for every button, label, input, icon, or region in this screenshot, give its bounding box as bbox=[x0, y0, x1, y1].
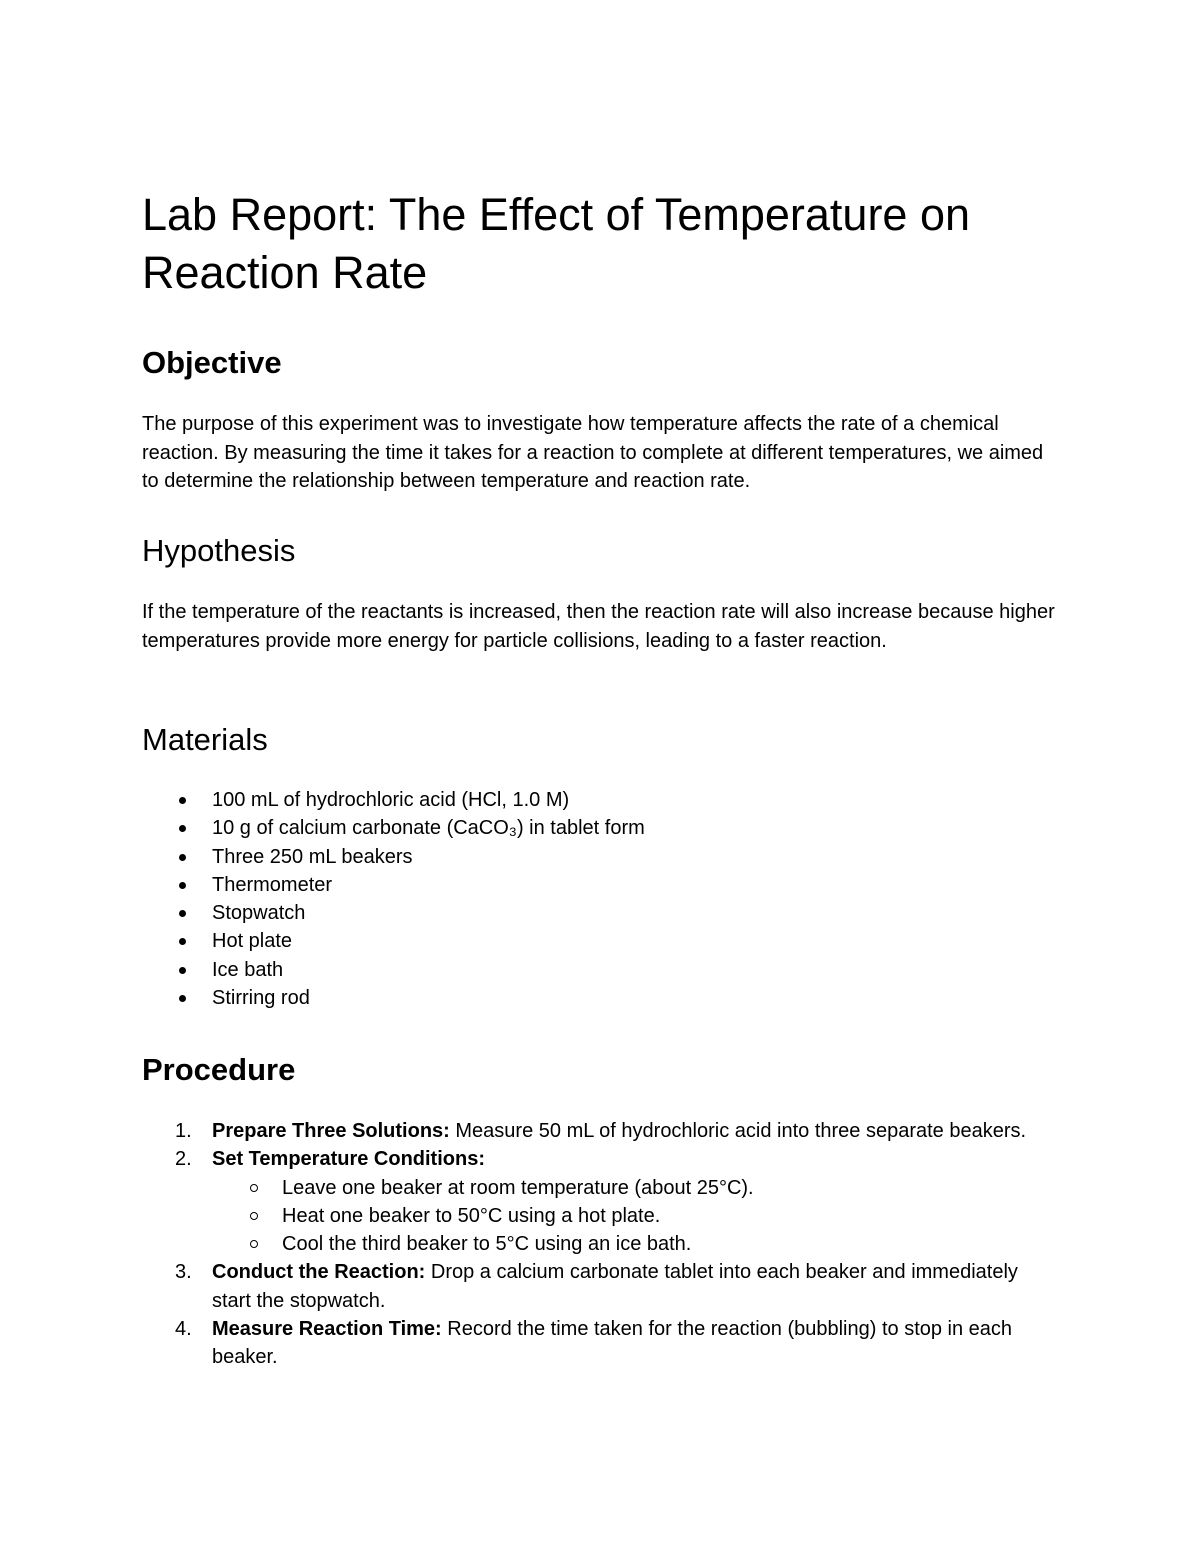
list-item bbox=[142, 956, 1062, 984]
hypothesis-section bbox=[142, 531, 1062, 655]
objective-section bbox=[142, 343, 1062, 496]
bullet-icon bbox=[179, 910, 186, 917]
hollow-bullet-icon bbox=[250, 1184, 258, 1192]
sub-item-text: Heat one beaker to 50°C using a hot plate. bbox=[282, 1204, 661, 1227]
bullet-icon bbox=[179, 882, 186, 889]
procedure-heading: Procedure bbox=[142, 1052, 296, 1087]
step-label: Prepare Three Solutions: bbox=[212, 1120, 450, 1142]
list-item-text: Stopwatch bbox=[212, 902, 306, 925]
document-page bbox=[142, 186, 1062, 302]
objective-text: The purpose of this experiment was to investigate how temperature affects the rate of a chemical reaction. By measuring the time it takes for a reaction to complete at different temperatures, we aimed to determine the relationship between temperature and reaction rate. bbox=[142, 413, 1044, 492]
bullet-icon bbox=[179, 825, 186, 832]
procedure-section bbox=[142, 1050, 1062, 1372]
bullet-icon bbox=[179, 854, 186, 861]
list-item bbox=[142, 814, 1062, 842]
hollow-bullet-icon bbox=[250, 1240, 258, 1248]
step-text: Drop a calcium carbonate tablet into each beaker and immediately start the stopwatch. bbox=[212, 1261, 1018, 1312]
step-text: Measure 50 mL of hydrochloric acid into three separate beakers. bbox=[449, 1120, 1027, 1142]
sub-item-text: Cool the third beaker to 5°C using an ice bath. bbox=[282, 1233, 692, 1256]
bullet-icon bbox=[179, 938, 186, 945]
bullet-icon bbox=[179, 967, 186, 974]
objective-heading: Objective bbox=[142, 345, 282, 380]
list-item-text: 100 mL of hydrochloric acid (HCl, 1.0 M) bbox=[212, 789, 570, 811]
procedure-step bbox=[142, 1117, 1062, 1145]
step-label: Set Temperature Conditions: bbox=[212, 1148, 485, 1171]
materials-list bbox=[142, 786, 1062, 1012]
step-label: Measure Reaction Time: bbox=[212, 1318, 442, 1341]
hollow-bullet-icon bbox=[250, 1212, 258, 1220]
procedure-step bbox=[142, 1315, 1062, 1372]
list-item bbox=[142, 871, 1062, 899]
materials-section bbox=[142, 720, 1062, 1012]
list-item-text: Ice bath bbox=[212, 958, 284, 981]
list-item bbox=[142, 843, 1062, 871]
procedure-step bbox=[142, 1145, 1062, 1258]
sub-item-text: Leave one beaker at room temperature (about 25°C). bbox=[282, 1176, 754, 1199]
hypothesis-text: If the temperature of the reactants is increased, then the reaction rate will also increase because higher temperatures provide more energy for particle collisions, leading to a faster reaction. bbox=[142, 601, 1055, 652]
hypothesis-heading: Hypothesis bbox=[142, 533, 296, 568]
step-number: 1. bbox=[175, 1120, 192, 1142]
step-number: 4. bbox=[175, 1318, 192, 1341]
list-item-text: Thermometer bbox=[212, 873, 333, 896]
list-item-text: Stirring rod bbox=[212, 987, 310, 1010]
materials-heading: Materials bbox=[142, 722, 268, 757]
sub-list-item bbox=[142, 1174, 1062, 1202]
list-item bbox=[142, 786, 1062, 814]
list-item bbox=[142, 899, 1062, 927]
step-label: Conduct the Reaction: bbox=[212, 1261, 426, 1284]
list-item bbox=[142, 927, 1062, 955]
list-item-text: Hot plate bbox=[212, 930, 293, 953]
list-item-text: Three 250 mL beakers bbox=[212, 845, 413, 868]
list-item-text: 10 g of calcium carbonate (CaCO₃) in tablet form bbox=[212, 817, 645, 840]
list-item bbox=[142, 984, 1062, 1012]
bullet-icon bbox=[179, 995, 186, 1002]
sub-list-item bbox=[142, 1230, 1062, 1258]
sub-list-item bbox=[142, 1202, 1062, 1230]
sub-list bbox=[142, 1174, 1062, 1259]
step-text: Record the time taken for the reaction (bubbling) to stop in each beaker. bbox=[212, 1318, 1013, 1369]
step-number: 3. bbox=[175, 1261, 192, 1284]
report-title: Lab Report: The Effect of Temperature on Reaction Rate bbox=[142, 189, 971, 298]
step-number: 2. bbox=[175, 1148, 192, 1171]
procedure-step bbox=[142, 1258, 1062, 1315]
procedure-list bbox=[142, 1117, 1062, 1372]
bullet-icon bbox=[179, 797, 186, 804]
